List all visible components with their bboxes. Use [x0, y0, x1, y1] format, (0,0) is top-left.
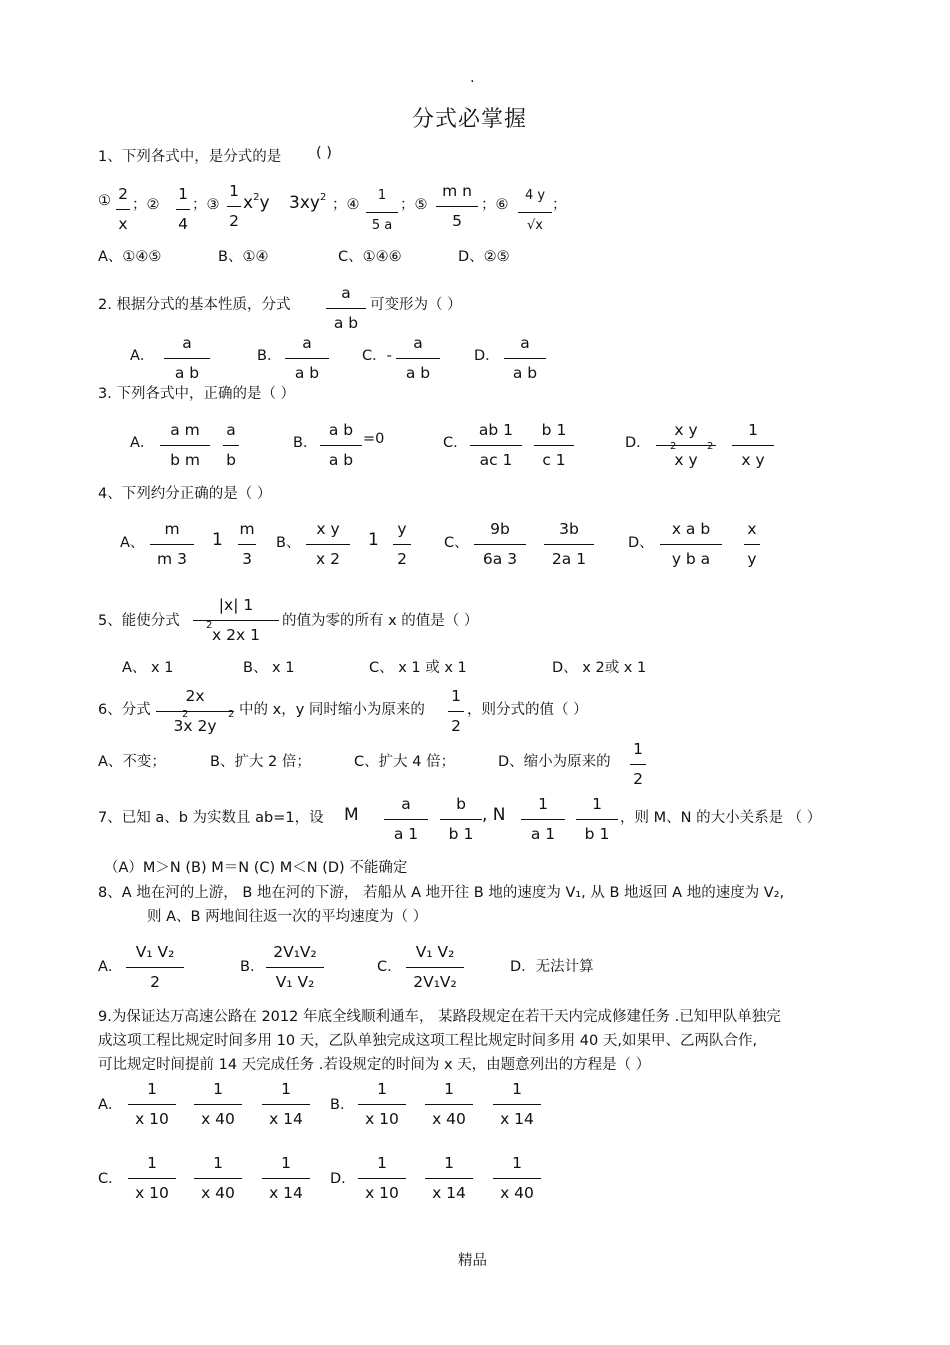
- q1-option-a: A、①④⑤: [98, 249, 162, 265]
- q1-option-c: C、①④⑥: [338, 249, 402, 265]
- q8-label-c: C．: [377, 959, 402, 975]
- q6-after: ，则分式的值（ ）: [467, 702, 588, 718]
- q4-b-mid: 1: [368, 530, 379, 550]
- q5-option-c: C、 x 1 或 x 1: [369, 660, 467, 676]
- q2-stem: 2. 根据分式的基本性质，分式: [98, 297, 291, 313]
- q9-label-b: B．: [330, 1097, 355, 1113]
- q1-stem: 1、下列各式中，是分式的是: [98, 149, 282, 165]
- q4-stem: 4、下列约分正确的是（ ）: [98, 486, 272, 502]
- q6-option-c: C、扩大 4 倍；: [354, 754, 456, 770]
- q9-label-d: D．: [330, 1171, 356, 1187]
- q9-line-1: 9.为保证达万高速公路在 2012 年底全线顺利通车， 某路段规定在若干天内完成修建任务 .已知甲队单独完: [98, 1009, 781, 1025]
- q8-line-2: 则 A、B 两地间往返一次的平均速度为（ ）: [147, 909, 428, 925]
- q2-label-b: B．: [257, 348, 282, 364]
- q5-after: 的值为零的所有 x 的值是（ ）: [282, 613, 479, 629]
- q2-label-d: D．: [474, 348, 500, 364]
- q5-option-a: A、 x 1: [122, 660, 174, 676]
- q3-label-d: D．: [625, 435, 651, 451]
- q6-stem: 6、分式: [98, 702, 151, 718]
- q5-stem: 5、能使分式: [98, 613, 180, 629]
- q6-mid: 中的 x，y 同时缩小为原来的: [239, 702, 425, 718]
- q8-label-b: B．: [240, 959, 265, 975]
- q2-after: 可变形为（ ）: [370, 297, 462, 313]
- q5-option-b: B、 x 1: [243, 660, 295, 676]
- page-footer: 精品: [458, 1253, 487, 1269]
- q3-label-a: A．: [130, 435, 155, 451]
- q5-sup: 2: [206, 620, 213, 631]
- q6-sup-1: 2: [182, 709, 189, 720]
- q8-line-1: 8、A 地在河的上游， B 地在河的下游， 若船从 A 地开往 B 地的速度为 V₁, 从 B 地返回 A 地的速度为 V₂,: [98, 885, 785, 901]
- q3-stem: 3. 下列各式中，正确的是（ ）: [98, 386, 296, 402]
- q4-a-mid: 1: [212, 530, 223, 550]
- q4-label-d: D、: [628, 535, 654, 551]
- q8-label-a: A．: [98, 959, 123, 975]
- q1-option-b: B、①④: [218, 249, 269, 265]
- q3-d-sup-2: 2: [707, 441, 714, 452]
- q7-after: ，则 M、N 的大小关系是 （ ）: [620, 810, 822, 826]
- q1-marker-end: ；: [552, 197, 567, 213]
- q6-sup-2: 2: [228, 709, 235, 720]
- q4-label-a: A、: [120, 535, 145, 551]
- q2-label-c: C．-: [362, 348, 392, 364]
- q9-line-3: 可比规定时间提前 14 天完成任务 .若设规定的时间为 x 天，由题意列出的方程是（ ）: [98, 1057, 651, 1073]
- q3-d-sup-1: 2: [670, 441, 677, 452]
- q1-term-3b: $3xy^2$: [289, 192, 327, 213]
- page-title: 分式必掌握: [412, 107, 528, 132]
- q1-marker-2: ；②: [132, 197, 160, 213]
- q7-m: M: [344, 805, 359, 825]
- q3-label-b: B．: [293, 435, 318, 451]
- q7-n: , N: [482, 805, 506, 825]
- q1-marker-5: ；⑤: [400, 197, 428, 213]
- q3-b-tail: =0: [363, 431, 385, 447]
- q9-line-2: 成这项工程比规定时间多用 10 天，乙队单独完成这项工程比规定时间多用 40 天,如果甲、乙两队合作,: [98, 1033, 758, 1049]
- q6-option-a: A、不变；: [98, 754, 166, 770]
- q5-option-d: D、 x 2或 x 1: [552, 660, 647, 676]
- q1-option-d: D、②⑤: [458, 249, 510, 265]
- q6-option-d: D、缩小为原来的: [498, 754, 611, 770]
- q1-marker-6: ；⑥: [481, 197, 509, 213]
- q4-label-b: B、: [276, 535, 301, 551]
- q9-label-a: A．: [98, 1097, 123, 1113]
- q3-label-c: C．: [443, 435, 468, 451]
- q1-term-3: $x^2y$: [243, 192, 270, 213]
- header-dot: ·: [470, 74, 475, 90]
- q1-paren: ( ): [316, 145, 332, 161]
- q1-marker-3: ；③: [192, 197, 220, 213]
- q4-label-c: C、: [444, 535, 469, 551]
- q1-marker-1: ①: [98, 193, 111, 209]
- q2-label-a: A．: [130, 348, 155, 364]
- q6-option-b: B、扩大 2 倍；: [210, 754, 311, 770]
- q9-label-c: C．: [98, 1171, 123, 1187]
- q1-marker-4: ；④: [332, 197, 360, 213]
- q7-stem: 7、已知 a、b 为实数且 ab=1，设: [98, 810, 324, 826]
- q7-options: （A）M＞N (B) M＝N (C) M＜N (D) 不能确定: [104, 860, 408, 876]
- q8-label-d: D．无法计算: [510, 959, 594, 975]
